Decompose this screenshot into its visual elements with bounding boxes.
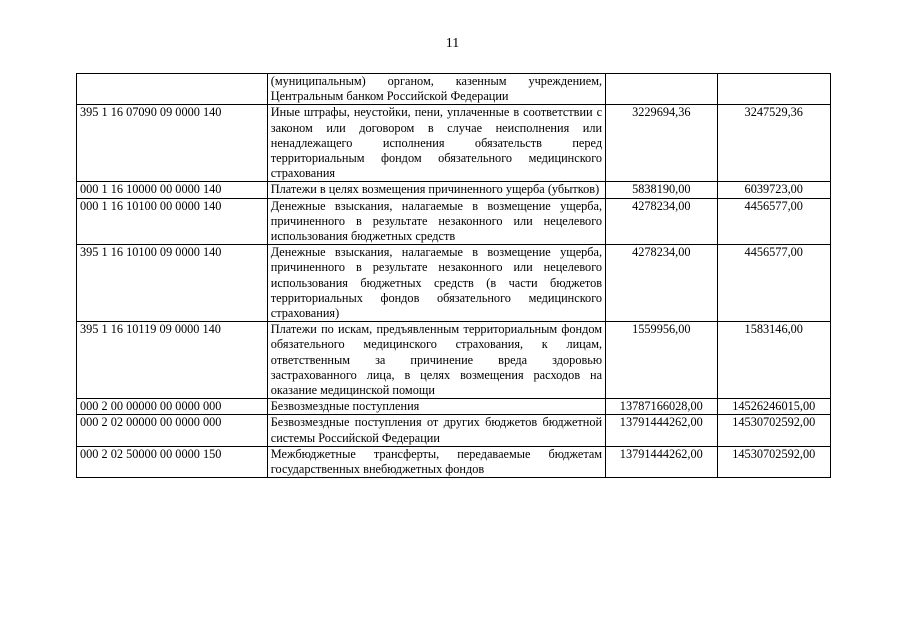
table-row	[77, 74, 831, 105]
amount-year1-cell: 13791444262,00	[606, 446, 717, 477]
budget-code-cell: 395 1 16 10100 09 0000 140	[77, 245, 268, 322]
table-row	[77, 399, 831, 415]
revenue-table-body	[77, 74, 831, 478]
amount-year2-cell	[717, 74, 830, 105]
amount-year2-cell: 14530702592,00	[717, 415, 830, 446]
revenue-name-cell: Денежные взыскания, налагаемые в возмещение ущерба, причиненного в результате незаконного или нецелевого использования бюджетных средств	[267, 198, 605, 245]
amount-year1-cell: 13787166028,00	[606, 399, 717, 415]
revenue-name-cell: Иные штрафы, неустойки, пени, уплаченные в соответствии с законом или договором в случае неисполнения или ненадлежащего исполнения обязательств перед территориальным фондом обязательного медицинского страхования	[267, 105, 605, 182]
budget-code-cell: 000 2 02 00000 00 0000 000	[77, 415, 268, 446]
budget-code-cell: 395 1 16 07090 09 0000 140	[77, 105, 268, 182]
amount-year1-cell: 5838190,00	[606, 182, 717, 198]
table-row	[77, 415, 831, 446]
table-row	[77, 105, 831, 182]
revenue-name-cell: Платежи в целях возмещения причиненного ущерба (убытков)	[267, 182, 605, 198]
budget-code-cell: 000 1 16 10000 00 0000 140	[77, 182, 268, 198]
amount-year1-cell: 3229694,36	[606, 105, 717, 182]
revenue-name-cell: Денежные взыскания, налагаемые в возмещение ущерба, причиненного в результате незаконного или нецелевого использования бюджетных средств (в части бюджетов территориальных фондов обязательного медицинского страхования)	[267, 245, 605, 322]
revenue-name-cell: Платежи по искам, предъявленным территориальным фондом обязательного медицинского страхования, к лицам, ответственным за причинение вреда здоровью застрахованного лица, в целях возмещения расходов на оказание медицинской помощи	[267, 322, 605, 399]
revenue-name-cell: Межбюджетные трансферты, передаваемые бюджетам государственных внебюджетных фондов	[267, 446, 605, 477]
amount-year2-cell: 6039723,00	[717, 182, 830, 198]
revenue-name-cell: Безвозмездные поступления	[267, 399, 605, 415]
budget-code-cell: 395 1 16 10119 09 0000 140	[77, 322, 268, 399]
page-number: 11	[445, 36, 460, 51]
amount-year2-cell: 14530702592,00	[717, 446, 830, 477]
revenue-name-cell: Безвозмездные поступления от других бюджетов бюджетной системы Российской Федерации	[267, 415, 605, 446]
amount-year2-cell: 4456577,00	[717, 245, 830, 322]
table-row	[77, 322, 831, 399]
amount-year2-cell: 4456577,00	[717, 198, 830, 245]
amount-year2-cell: 14526246015,00	[717, 399, 830, 415]
table-row	[77, 446, 831, 477]
revenue-name-cell: (муниципальным) органом, казенным учреждением, Центральным банком Российской Федерации	[267, 74, 605, 105]
table-row	[77, 198, 831, 245]
amount-year1-cell	[606, 74, 717, 105]
amount-year1-cell: 1559956,00	[606, 322, 717, 399]
budget-code-cell	[77, 74, 268, 105]
amount-year2-cell: 1583146,00	[717, 322, 830, 399]
budget-code-cell: 000 2 02 50000 00 0000 150	[77, 446, 268, 477]
amount-year2-cell: 3247529,36	[717, 105, 830, 182]
table-row	[77, 245, 831, 322]
amount-year1-cell: 4278234,00	[606, 198, 717, 245]
amount-year1-cell: 4278234,00	[606, 245, 717, 322]
budget-code-cell: 000 2 00 00000 00 0000 000	[77, 399, 268, 415]
budget-code-cell: 000 1 16 10100 00 0000 140	[77, 198, 268, 245]
table-row	[77, 182, 831, 198]
revenue-table	[76, 73, 831, 478]
amount-year1-cell: 13791444262,00	[606, 415, 717, 446]
